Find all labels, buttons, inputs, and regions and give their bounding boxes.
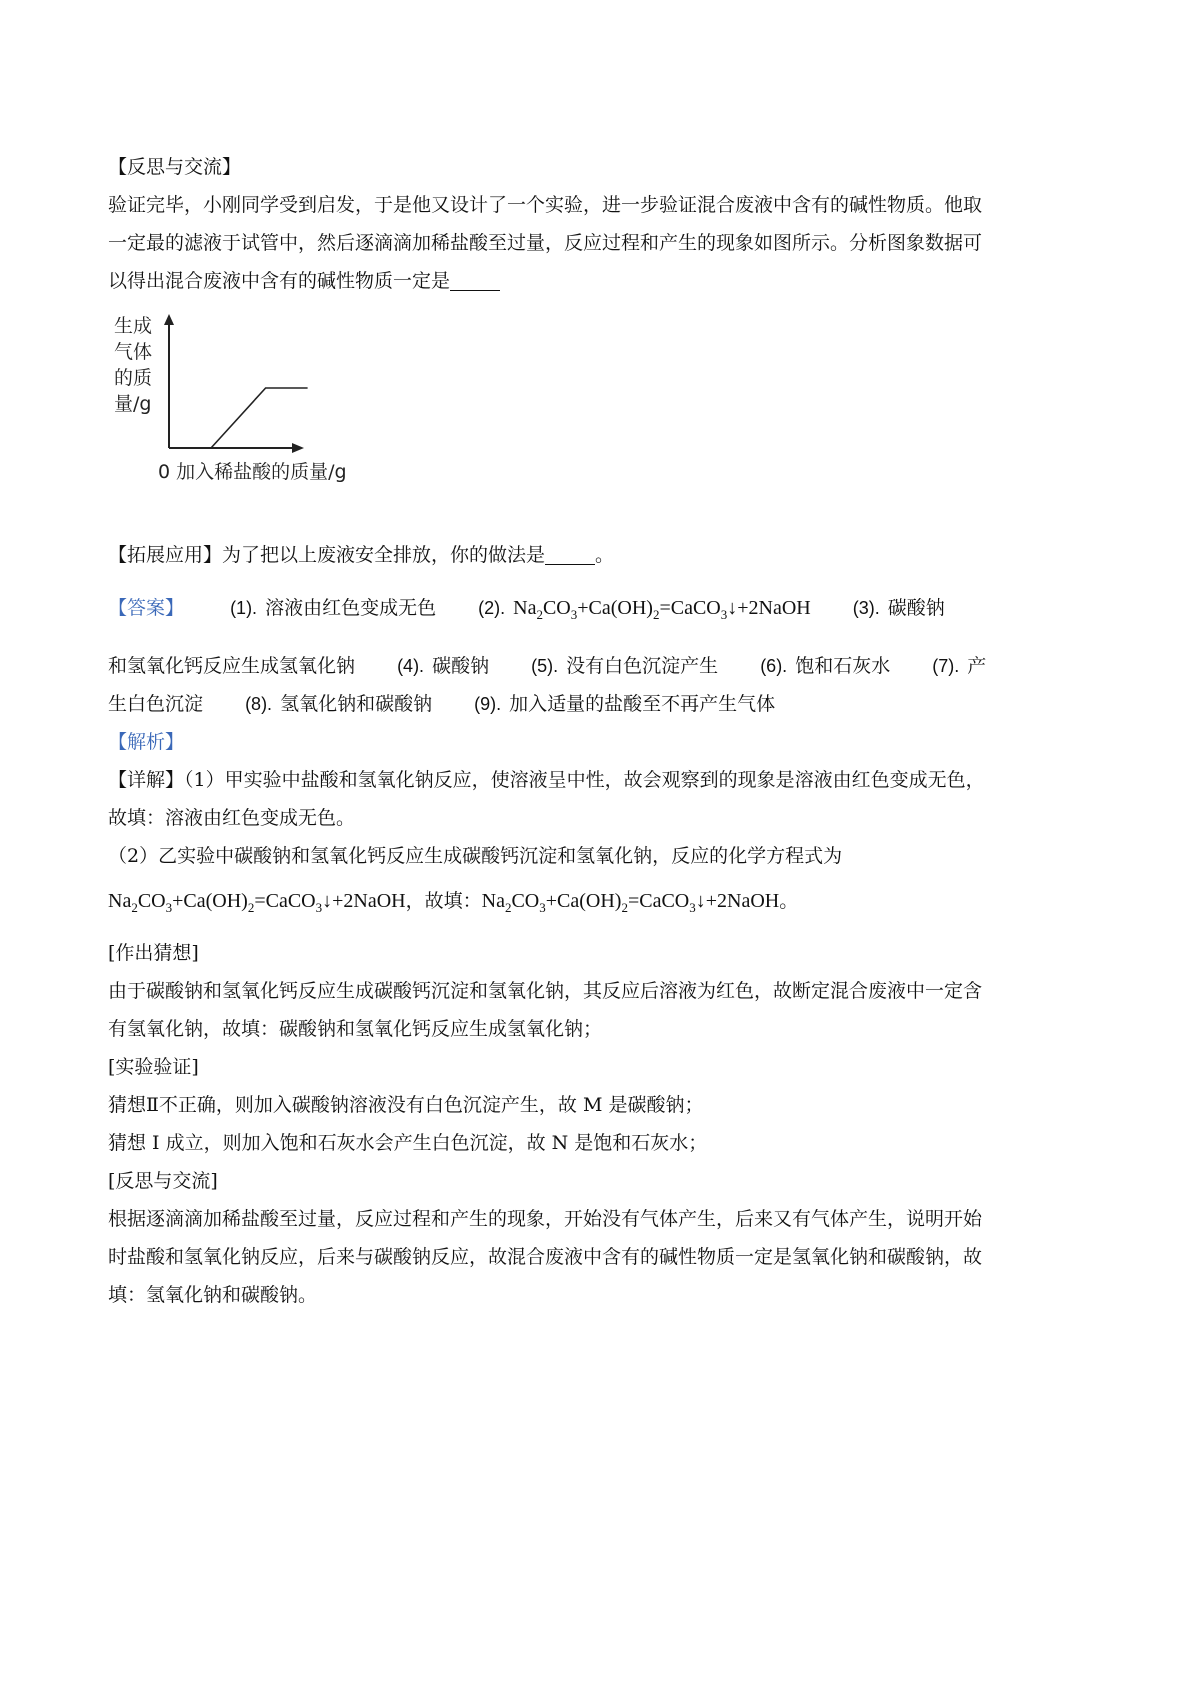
- reflection-line-2: 一定最的滤液于试管中，然后逐滴滴加稀盐酸至过量，反应过程和产生的现象如图所示。分析图象数据可: [108, 232, 983, 254]
- guess-line-2: 有氢氧化钠，故填：碳酸钠和氢氧化钙反应生成氢氧化钠；: [108, 1018, 603, 1040]
- answer-text-7b: 生白色沉淀: [108, 693, 204, 715]
- y-label-4: 量/g: [114, 393, 152, 415]
- answer-text-5: 没有白色沉淀产生: [566, 655, 719, 677]
- extension-text: 【拓展应用】为了把以上废液安全排放，你的做法是: [108, 544, 546, 566]
- extension-blank: [545, 542, 595, 565]
- reflection-line-3: [108, 262, 1098, 300]
- detail-equation-1: $Na_2CO_3+Ca(OH)_2=CaCO_3↓+2NaOH$: [108, 890, 406, 915]
- reflection-line-1: 验证完毕，小刚同学受到启发，于是他又设计了一个实验，进一步验证混合废液中含有的碱性物质。他取: [108, 194, 983, 216]
- answer-row-2: [108, 647, 1098, 685]
- answer-num-3: (3).: [852, 598, 880, 618]
- verify-line-2: 猜想 I 成立，则加入饱和石灰水会产生白色沉淀，故 N 是饱和石灰水；: [108, 1132, 708, 1154]
- answer-text-4: 碳酸钠: [432, 655, 490, 677]
- answer-num-6: (6).: [760, 656, 788, 676]
- answer-num-4: (4).: [397, 656, 425, 676]
- y-axis-arrow: [164, 314, 174, 325]
- guess-line-1: 由于碳酸钠和氢氧化钙反应生成碳酸钙沉淀和氢氧化钠，其反应后溶液为红色，故断定混合废液中一定含: [108, 980, 983, 1002]
- gas-mass-graph: [114, 308, 1098, 492]
- detail-line-4: [108, 875, 1098, 934]
- answer-equation: $Na_2CO_3+Ca(OH)_2=CaCO_3↓+2NaOH$: [513, 597, 811, 622]
- detail-end: 。: [779, 890, 799, 912]
- answer-num-1: (1).: [230, 598, 258, 618]
- verify-line-1: 猜想Ⅱ不正确，则加入碳酸钠溶液没有白色沉淀产生，故 M 是碳酸钠；: [108, 1094, 704, 1116]
- reflection-line-3-text: 以得出混合废液中含有的碱性物质一定是: [108, 270, 451, 292]
- answer-text-6: 饱和石灰水: [795, 655, 891, 677]
- answer-num-2: (2).: [478, 598, 506, 618]
- answer-num-8: (8).: [245, 694, 273, 714]
- answer-text-1: 溶液由红色变成无色: [265, 597, 437, 619]
- detail-line-1: 【详解】（1）甲实验中盐酸和氢氧化钠反应，使溶液呈中性，故会观察到的现象是溶液由红色变成无色，: [108, 769, 985, 791]
- detail-equation-2: $Na_2CO_3+Ca(OH)_2=CaCO_3↓+2NaOH$: [481, 890, 780, 915]
- section-heading-reflection: 【反思与交流】: [108, 156, 242, 178]
- verify-heading: [实验验证]: [108, 1056, 199, 1078]
- reflect2-line-2: 时盐酸和氢氧化钠反应，后来与碳酸钠反应，故混合废液中含有的碱性物质一定是氢氧化钠和碳酸钠，故: [108, 1246, 983, 1268]
- detail-line-2: 故填：溶液由红色变成无色。: [108, 807, 356, 829]
- reflect2-line-3: 填：氢氧化钠和碳酸钠。: [108, 1284, 318, 1306]
- x-axis-label: 0 加入稀盐酸的质量/g: [158, 461, 347, 483]
- answer-row-3: [108, 685, 1098, 723]
- reflect2-line-1: 根据逐滴滴加稀盐酸至过量，反应过程和产生的现象，开始没有气体产生，后来又有气体产生，说明开始: [108, 1208, 983, 1230]
- y-label-1: 生成: [114, 315, 153, 337]
- answer-text-7: 产: [967, 655, 987, 677]
- answer-text-9: 加入适量的盐酸至不再产生气体: [509, 693, 776, 715]
- detail-fill-label: ，故填：: [405, 890, 482, 912]
- answer-blank: [450, 268, 500, 291]
- reflect2-heading: [反思与交流]: [108, 1170, 218, 1192]
- detail-line-3: （2）乙实验中碳酸钠和氢氧化钙反应生成碳酸钙沉淀和氢氧化钠，反应的化学方程式为: [108, 845, 843, 867]
- guess-heading: [作出猜想]: [108, 942, 199, 964]
- graph-svg: [114, 308, 374, 488]
- extension-line: [108, 536, 1098, 574]
- document-page: [108, 148, 1098, 1314]
- answer-label: 【答案】: [108, 597, 185, 619]
- answer-num-9: (9).: [474, 694, 502, 714]
- answer-text-3: 碳酸钠: [887, 597, 945, 619]
- answer-num-7: (7).: [932, 656, 960, 676]
- answer-num-5: (5).: [531, 656, 559, 676]
- answer-text-8: 氢氧化钠和碳酸钠: [280, 693, 433, 715]
- x-axis-arrow: [292, 443, 304, 453]
- series-line: [169, 388, 308, 448]
- extension-tail: 。: [595, 544, 615, 566]
- answer-row-1: [108, 588, 1098, 635]
- analysis-label: 【解析】: [108, 731, 185, 753]
- y-label-3: 的质: [114, 367, 153, 389]
- answer-text-3b: 和氢氧化钙反应生成氢氧化钠: [108, 655, 356, 677]
- y-label-2: 气体: [114, 341, 153, 363]
